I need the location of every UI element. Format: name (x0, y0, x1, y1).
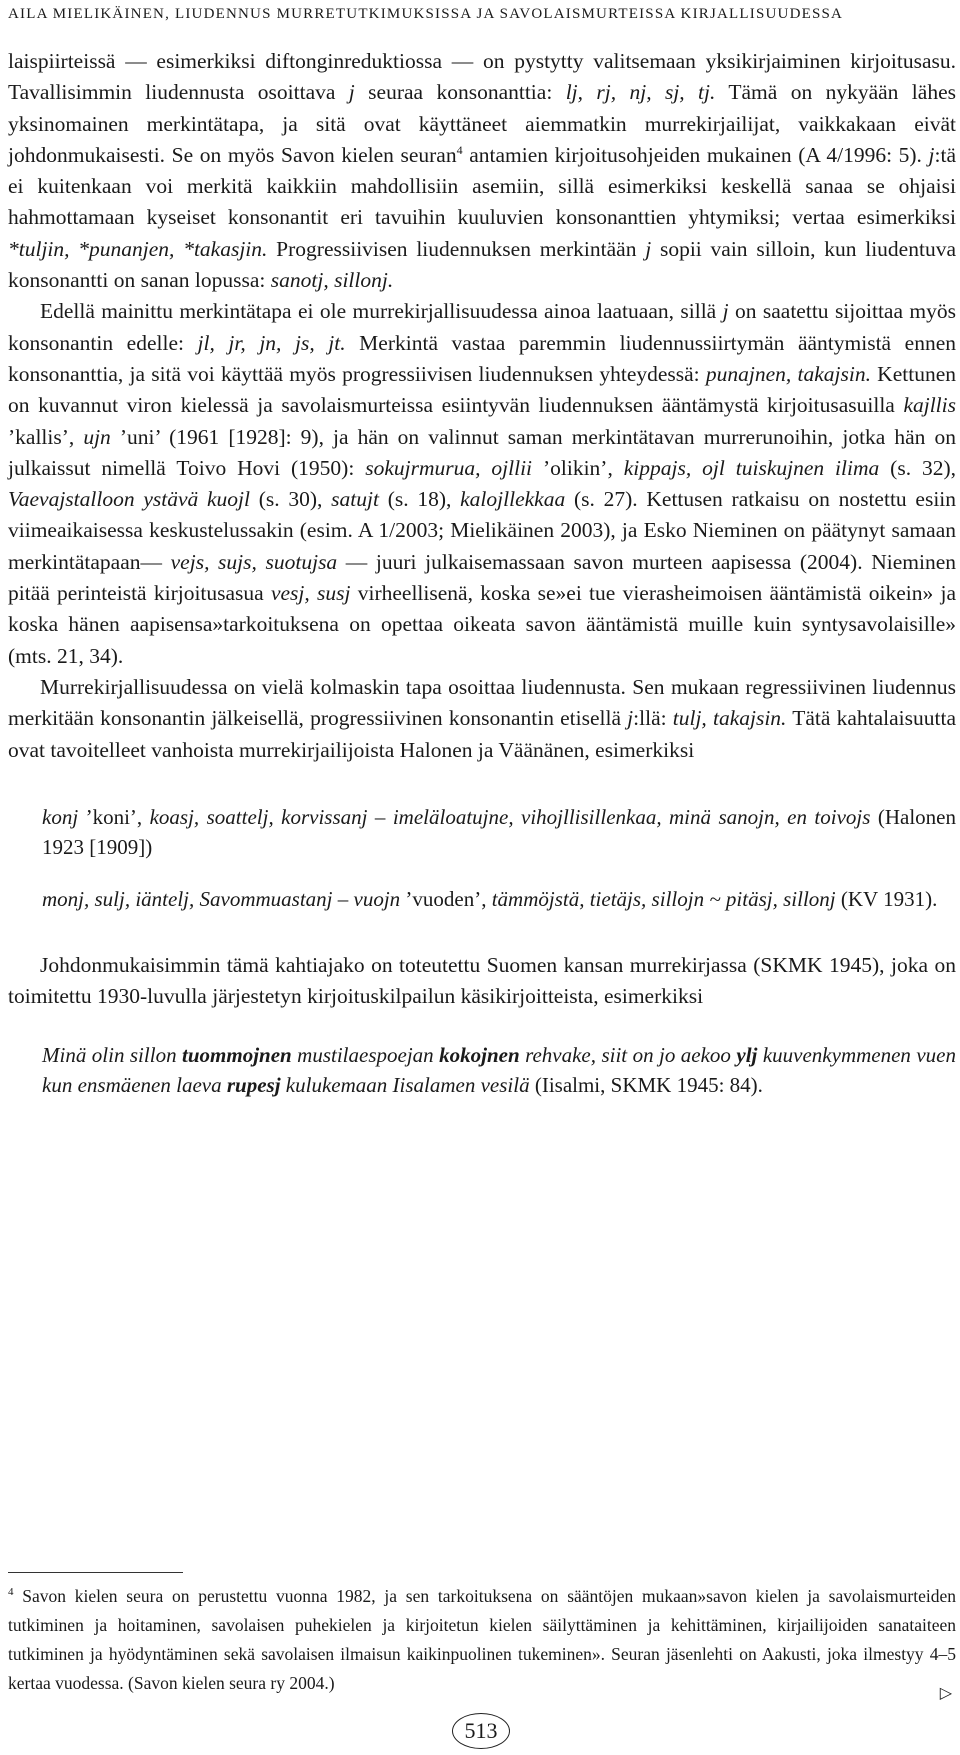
footnote (8, 1582, 956, 1698)
example-halonen: konj ’koni’, koasj, soattelj, korvissanj – imeläloatujne, vihojllisillenkaa, minä sanojn, en toivojs (Halonen 1923 [1909]) (42, 804, 956, 859)
paragraph-2: Edellä mainittu merkintätapa ei ole murrekirjallisuudessa ainoa laatuaan, sillä j on saatettu sijoittaa myös konsonantin edelle: jl, jr, jn, js, jt. Merkintä vastaa paremmin liudennussiirtymän ääntymistä ennen konsonanttia, ja sitä voi käyttää myös progressiivisen liudennuksen yhteydessä: punajnen, takajsin. Kettunen on kuvannut viron kielessä ja savolaismurteissa esiintyvän liudennuksen ääntämystä kirjoitusasuilla kajllis ’kallis’, ujn ’uni’ (1961 [1928]: 9), ja hän on valinnut saman merkintätavan murrerunoihin, jotka hän on julkaissut nimellä Toivo Hovi (1950): sokujrmurua, ojllii ’olikin’, kippajs, ojl tuiskujnen ilima (s. 32), Vaevajstalloon ystävä kuojl (s. 30), satujt (s. 18), kalojllekkaa (s. 27). Kettusen ratkaisu on nostettu esiin viimeaikaisessa keskustelussakin (esim. A 1/2003; Mielikäinen 2003), ja Esko Nieminen on päätynyt samaan merkintätapaan— vejs, sujs, suotujsa — juuri julkaisemassaan savon murteen aapisessa (2004). Nieminen pitää perinteistä kirjoitusasua vesj, susj virheellisenä, koska se»ei tue vierasheimoisen ääntämistä oikein» ja koska hänen aapisensa»tarkoituksena on opettaa oikeata savon ääntämistä muille kuin syntysavolaisille» (mts. 21, 34). (8, 299, 957, 668)
footnote-divider (8, 1572, 183, 1573)
header-title: LIUDENNUS MURRETUTKIMUKSISSA JA SAVOLAISMURTEISSA KIRJALLISUUDESSA (175, 6, 844, 22)
paragraph-3: Murrekirjallisuudessa on vielä kolmaskin tapa osoittaa liudennusta. Sen mukaan regressiivinen liudennus merkitään konsonantin jälkeisellä, progressiivinen konsonantin etisellä j:llä: tulj, takajsin. Tätä kahtalaisuutta ovat tavoitelleet vanhoista murrekirjailijoista Halonen ja Väänänen, esimerkiksi (8, 674, 956, 762)
spacer (8, 862, 956, 884)
footnote-number: 4 (8, 1586, 14, 1599)
footnote-ref[interactable]: 4 (456, 142, 463, 157)
continue-arrow-icon: ▷ (939, 1685, 952, 1702)
example-kv: monj, sulj, iäntelj, Savommuastanj – vuojn ’vuoden’, tämmöjstä, tietäjs, sillojn ~ pitäsj, sillonj (KV 1931). (42, 886, 938, 911)
footnote-text: Savon kielen seura on perustettu vuonna 1982, ja sen tarkoituksena on sääntöjen mukaan»savon kielen ja savolaismurteiden tutkiminen ja hoitaminen, savolaisen puhekielen ja kirjoitetun kielen säilyttäminen ja kehittäminen, kirjailijoiden sanataiteen tutkiminen ja hyödyntäminen sekä savolaisen ilmaisun kaikinpuolinen tukeminen». Seuran jäsenlehti on Aakusti, joka ilmestyy 4–5 kertaa vuodessa. (Savon kielen seura ry 2004.) (8, 1586, 957, 1693)
header-author: AILA MIELIKÄINEN (8, 6, 166, 22)
spacer (8, 914, 956, 950)
spacer (8, 766, 956, 802)
page-number: 513 (452, 1713, 510, 1749)
running-header: AILA MIELIKÄINEN, LIUDENNUS MURRETUTKIMUKSISSA JA SAVOLAISMURTEISSA KIRJALLISUUDESSA (8, 6, 844, 22)
paragraph-4: Johdonmukaisimmin tämä kahtiajako on toteutettu Suomen kansan murrekirjassa (SKMK 1945), joka on toimitettu 1930-luvulla järjestetyn kirjoituskilpailun käsikirjoitteista, esimerkiksi (8, 952, 956, 1009)
spacer (8, 1012, 956, 1040)
main-text (8, 46, 956, 1100)
example-skmk: Minä olin sillon tuommojnen mustilaespoejan kokojnen rehvake, siit on jo aekoo ylj kuuvenkymmenen vuen kun ensmäenen laeva rupesj kulukemaan Iisalamen vesilä (Iisalmi, SKMK 1945: 84). (42, 1043, 957, 1098)
paragraph-1: laispiirteissä — esimerkiksi diftonginreduktiossa — on pystytty valitsemaan yksikirjaiminen kirjoitusasu. Tavallisimmin liudennusta osoittava j seuraa konsonanttia: lj, rj, nj, sj, tj. Tämä on nykyään lähes yksinomainen merkintätapa, ja sitä ovat käyttäneet aiemmatkin murrekirjailijat, vaikkakaan eivät johdonmukaisesti. Se on myös Savon kielen seuran$^4$ antamien kirjoitusohjeiden mukainen (A 4/1996: 5). j:tä ei kuitenkaan voi merkitä kaikkiin mahdollisiin asemiin, sillä esimerkiksi keskellä sanaa se ohjaisi hahmottamaan kyseiset konsonantit eri tavuihin kuuluvien konsonanttien yhtymiksi; vertaa esimerkiksi *tuljin, *punanjen, *takasjin. Progressiivisen liudennuksen merkintään j sopii vain silloin, kun liudentuva konsonantti on sanan lopussa: sanotj, sillonj. (8, 49, 957, 293)
